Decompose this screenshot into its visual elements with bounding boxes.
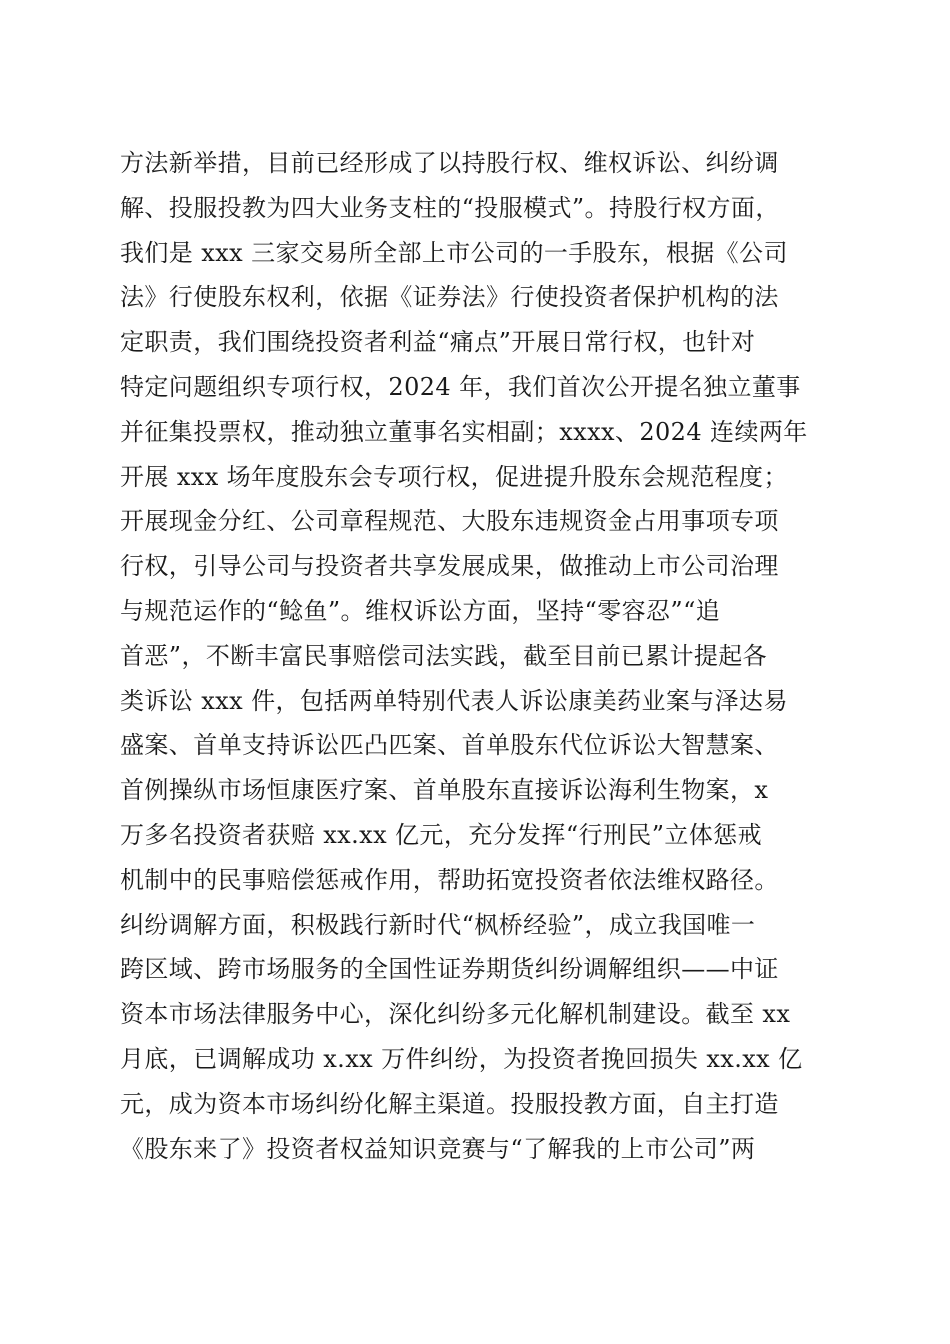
text-line: 定职责，我们围绕投资者利益“痛点”开展日常行权，也针对 <box>120 328 756 357</box>
text-line: 行权，引导公司与投资者共享发展成果，做推动上市公司治理 <box>120 552 779 581</box>
text-line: 盛案、首单支持诉讼匹凸匹案、首单股东代位诉讼大智慧案、 <box>120 731 779 760</box>
text-line: 方法新举措，目前已经形成了以持股行权、维权诉讼、纠纷调 <box>120 149 779 177</box>
text-line: 月底，已调解成功 x.xx 万件纠纷，为投资者挽回损失 xx.xx 亿 <box>120 1044 803 1073</box>
text-line: 解、投服投教为四大业务支柱的“投服模式”。持股行权方面， <box>120 193 780 222</box>
text-line: 《股东来了》投资者权益知识竞赛与“了解我的上市公司”两 <box>120 1134 756 1163</box>
text-line: 特定问题组织专项行权，2024 年，我们首次公开提名独立董事 <box>120 372 801 401</box>
text-line: 元，成为资本市场纠纷化解主渠道。投服投教方面，自主打造 <box>120 1089 779 1118</box>
text-line: 万多名投资者获赔 xx.xx 亿元，充分发挥“行刑民”立体惩戒 <box>120 820 762 849</box>
text-line: 开展现金分红、公司章程规范、大股东违规资金占用事项专项 <box>120 507 779 536</box>
text-line: 并征集投票权，推动独立董事名实相副；xxxx、2024 连续两年 <box>120 417 808 446</box>
text-line: 跨区域、跨市场服务的全国性证券期货纠纷调解组织——中证 <box>120 955 779 984</box>
body-text <box>120 141 832 1171</box>
text-line: 类诉讼 xxx 件，包括两单特别代表人诉讼康美药业案与泽达易 <box>120 686 788 715</box>
text-line: 机制中的民事赔偿惩戒作用，帮助拓宽投资者依法维权路径。 <box>120 865 779 894</box>
text-line: 首恶”，不断丰富民事赔偿司法实践，截至目前已累计提起各 <box>120 641 768 670</box>
text-line: 资本市场法律服务中心，深化纠纷多元化解机制建设。截至 xx <box>120 1000 791 1029</box>
text-line: 法》行使股东权利，依据《证券法》行使投资者保护机构的法 <box>120 283 779 312</box>
text-line: 我们是 xxx 三家交易所全部上市公司的一手股东，根据《公司 <box>120 238 788 267</box>
text-line: 首例操纵市场恒康医疗案、首单股东直接诉讼海利生物案，x <box>120 776 769 805</box>
text-line: 与规范运作的“鲶鱼”。维权诉讼方面，坚持“零容忍”“追 <box>120 596 721 625</box>
text-line: 纠纷调解方面，积极践行新时代“枫桥经验”，成立我国唯一 <box>120 910 756 939</box>
text-line: 开展 xxx 场年度股东会专项行权，促进提升股东会规范程度； <box>120 462 788 491</box>
